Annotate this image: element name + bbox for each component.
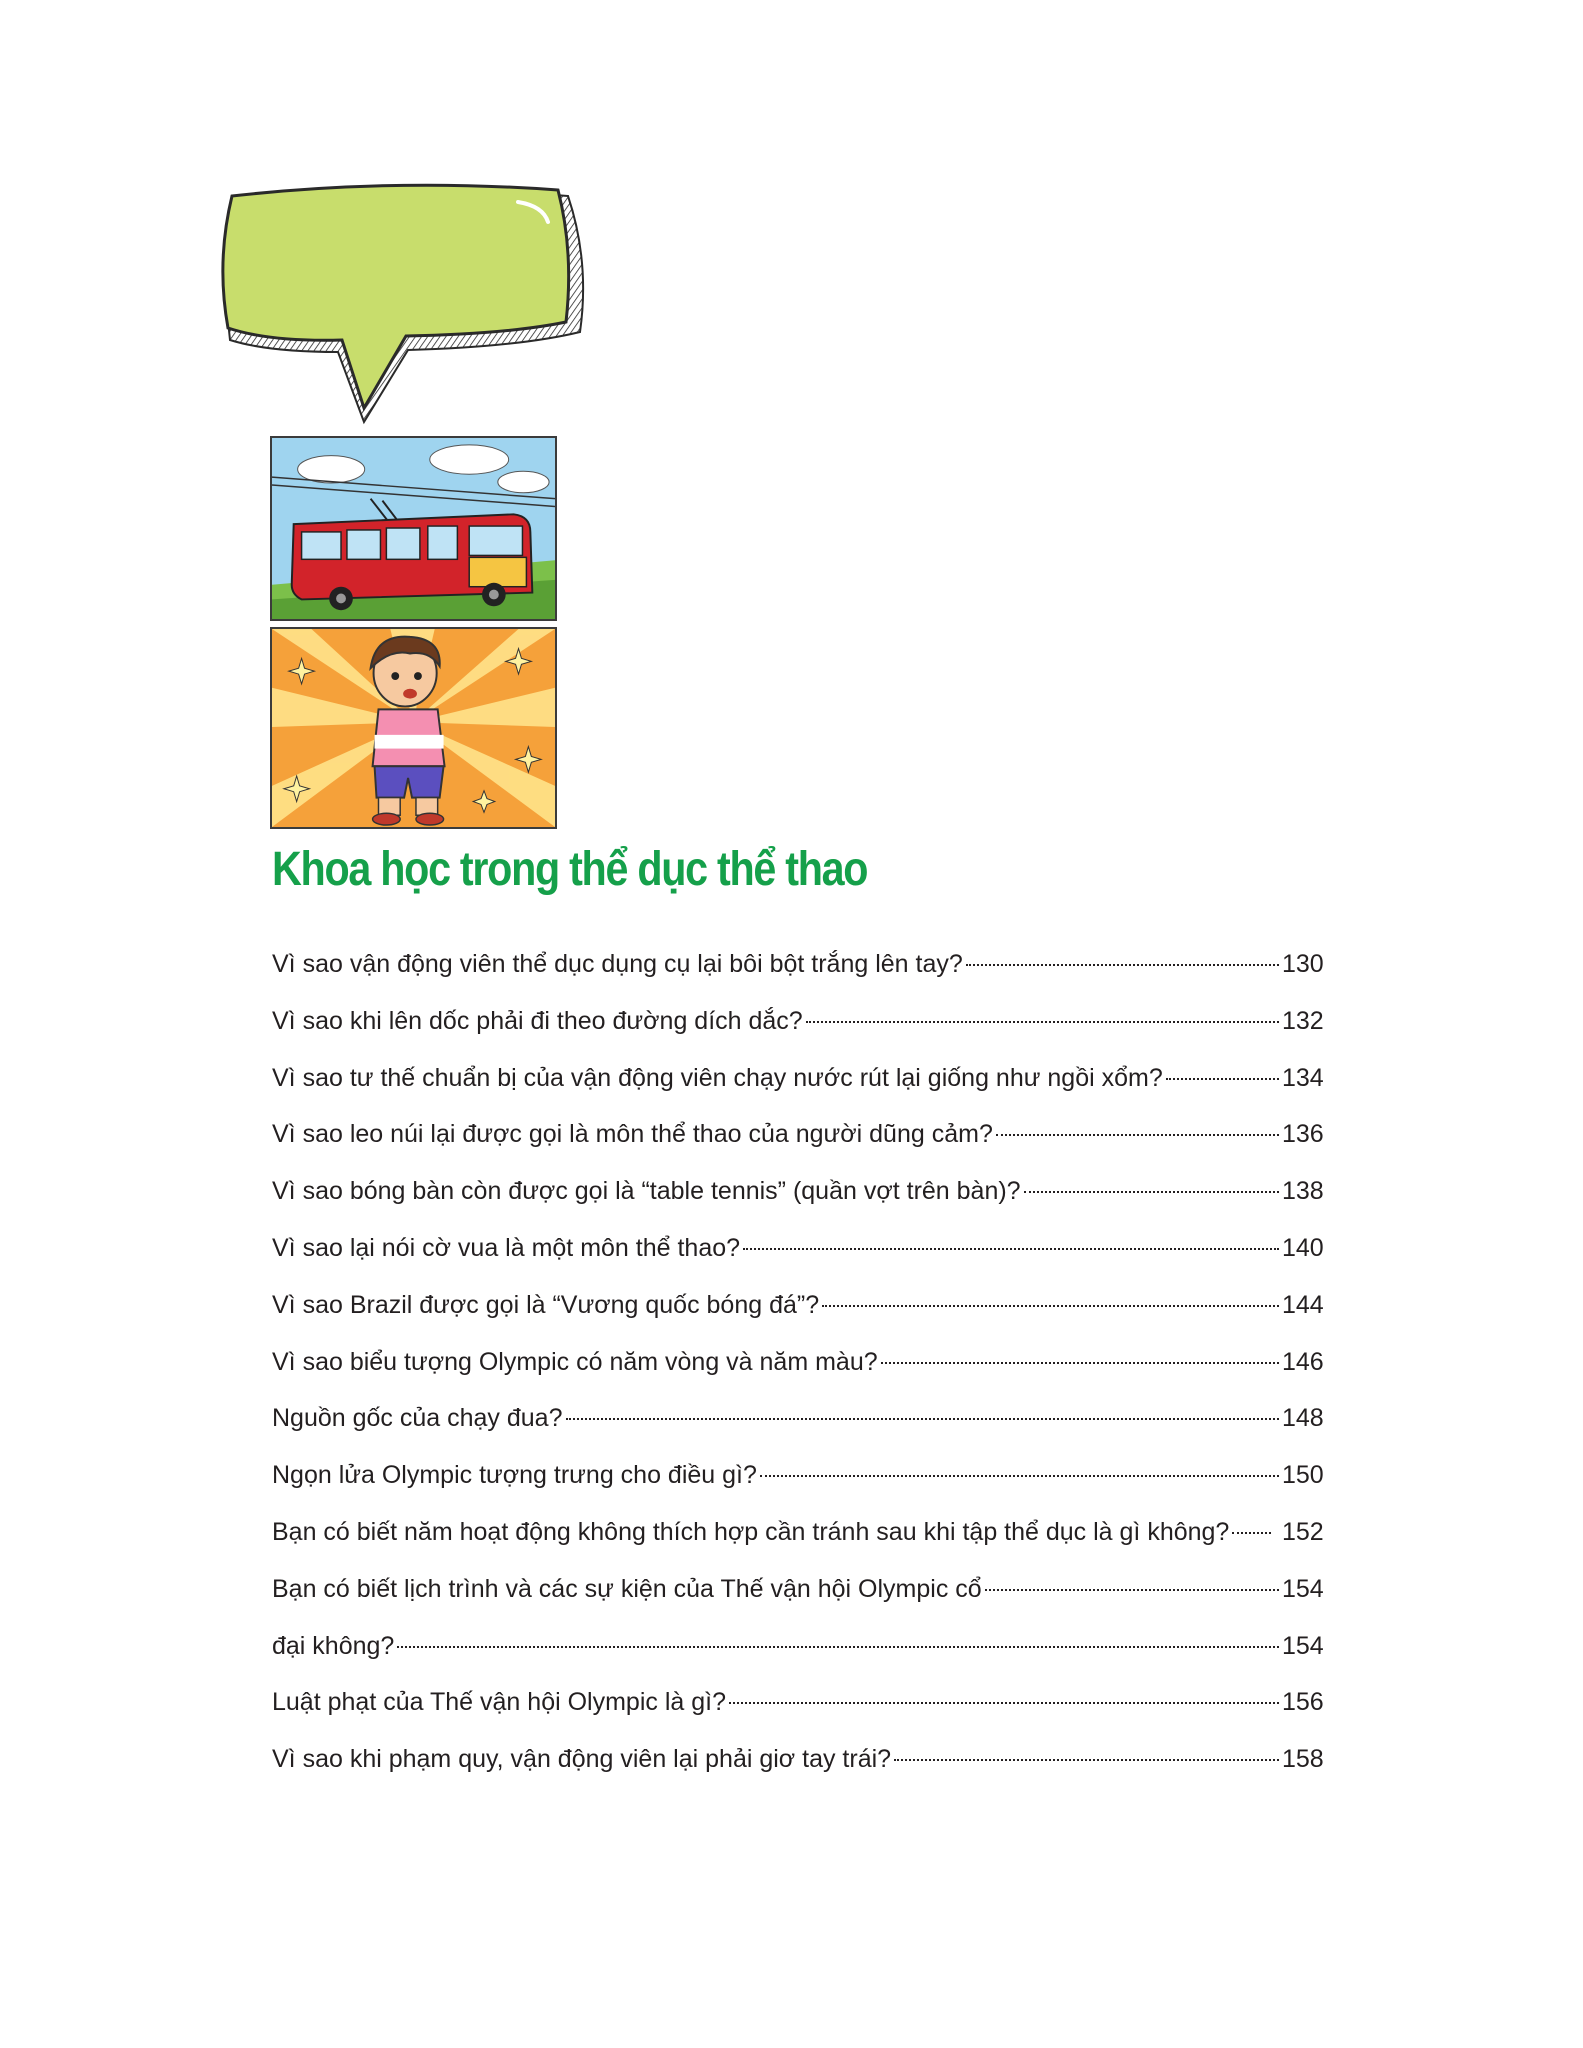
toc-page-number: 146 xyxy=(1282,1347,1324,1376)
toc-entry-title: Vì sao lại nói cờ vua là một môn thể thao? xyxy=(272,1233,741,1262)
toc-dot-leader xyxy=(1024,1191,1279,1193)
toc-entry-title: Vì sao Brazil được gọi là “Vương quốc bóng đá”? xyxy=(272,1290,820,1319)
toc-page-number: 154 xyxy=(1282,1574,1324,1603)
toc-page-number: 150 xyxy=(1282,1461,1324,1490)
toc-entry-title: đại không? xyxy=(272,1631,395,1660)
toc-page-number: 152 xyxy=(1282,1517,1324,1546)
toc-entry[interactable] xyxy=(272,1739,1332,1796)
toc-page-number: 154 xyxy=(1282,1631,1324,1660)
toc-entry-title: Vì sao khi lên dốc phải đi theo đường dích dắc? xyxy=(272,1006,803,1035)
toc-entry-title: Ngọn lửa Olympic tượng trưng cho điều gì? xyxy=(272,1461,757,1490)
toc-page-number: 134 xyxy=(1282,1063,1324,1092)
toc-entry-title: Vì sao bóng bàn còn được gọi là “table tennis” (quần vợt trên bàn)? xyxy=(272,1177,1021,1206)
toc-entry-title: Vì sao biểu tượng Olympic có năm vòng và năm màu? xyxy=(272,1347,878,1376)
toc-page-number: 156 xyxy=(1282,1688,1324,1717)
table-of-contents xyxy=(272,944,1332,1796)
toc-dot-leader xyxy=(760,1475,1279,1477)
toc-entry-title: Vì sao leo núi lại được gọi là môn thể thao của người dũng cảm? xyxy=(272,1120,993,1149)
toc-entry[interactable] xyxy=(272,1398,1332,1455)
toc-entry[interactable] xyxy=(272,1285,1332,1342)
toc-page-number: 132 xyxy=(1282,1006,1324,1035)
toc-dot-leader xyxy=(566,1418,1280,1420)
toc-dot-leader xyxy=(1232,1532,1271,1534)
toc-entry[interactable] xyxy=(272,944,1332,1001)
toc-entry-title: Bạn có biết năm hoạt động không thích hợp cần tránh sau khi tập thể dục là gì không? xyxy=(272,1517,1230,1546)
toc-entry-title: Vì sao tư thế chuẩn bị của vận động viên chạy nước rút lại giống như ngồi xổm? xyxy=(272,1063,1163,1092)
toc-dot-leader xyxy=(1166,1078,1279,1080)
toc-entry[interactable] xyxy=(272,1626,1332,1683)
toc-dot-leader xyxy=(729,1702,1279,1704)
speech-bubble-icon xyxy=(218,182,590,432)
toc-entry[interactable] xyxy=(272,1455,1332,1512)
thinking-boy-icon xyxy=(272,629,555,827)
toc-entry-title: Bạn có biết lịch trình và các sự kiện của Thế vận hội Olympic cổ xyxy=(272,1574,982,1603)
section-title: Khoa học trong thể dục thể thao xyxy=(272,843,868,896)
toc-dot-leader xyxy=(806,1021,1279,1023)
toc-entry[interactable] xyxy=(272,1228,1332,1285)
toc-page-number: 140 xyxy=(1282,1233,1324,1262)
toc-dot-leader xyxy=(822,1305,1279,1307)
toc-dot-leader xyxy=(397,1646,1279,1648)
toc-entry[interactable] xyxy=(272,1058,1332,1115)
toc-page-number: 136 xyxy=(1282,1120,1324,1149)
toc-entry[interactable] xyxy=(272,1001,1332,1058)
toc-entry[interactable] xyxy=(272,1114,1332,1171)
toc-page-number: 138 xyxy=(1282,1177,1324,1206)
toc-dot-leader xyxy=(881,1362,1279,1364)
trolleybus-icon xyxy=(272,438,555,619)
toc-dot-leader xyxy=(894,1759,1279,1761)
toc-entry-title: Vì sao vận động viên thể dục dụng cụ lại bôi bột trắng lên tay? xyxy=(272,950,963,978)
toc-entry[interactable] xyxy=(272,1342,1332,1399)
toc-entry[interactable] xyxy=(272,1682,1332,1739)
toc-entry[interactable] xyxy=(272,1569,1332,1626)
toc-entry-title: Nguồn gốc của chạy đua? xyxy=(272,1404,563,1433)
toc-entry[interactable] xyxy=(272,1171,1332,1228)
toc-page-number: 148 xyxy=(1282,1404,1324,1433)
trolleybus-panel xyxy=(270,436,557,621)
thinking-boy-panel xyxy=(270,627,557,829)
toc-entry-title: Vì sao khi phạm quy, vận động viên lại phải giơ tay trái? xyxy=(272,1745,892,1774)
toc-entry[interactable] xyxy=(272,1512,1332,1569)
toc-entry-title: Luật phạt của Thế vận hội Olympic là gì? xyxy=(272,1688,726,1717)
toc-page-number: 144 xyxy=(1282,1290,1324,1319)
toc-page-number: 158 xyxy=(1282,1745,1324,1774)
toc-dot-leader xyxy=(996,1134,1279,1136)
toc-page-number: 130 xyxy=(1282,950,1324,978)
toc-dot-leader xyxy=(743,1248,1279,1250)
toc-dot-leader xyxy=(985,1589,1279,1591)
toc-dot-leader xyxy=(966,964,1279,966)
